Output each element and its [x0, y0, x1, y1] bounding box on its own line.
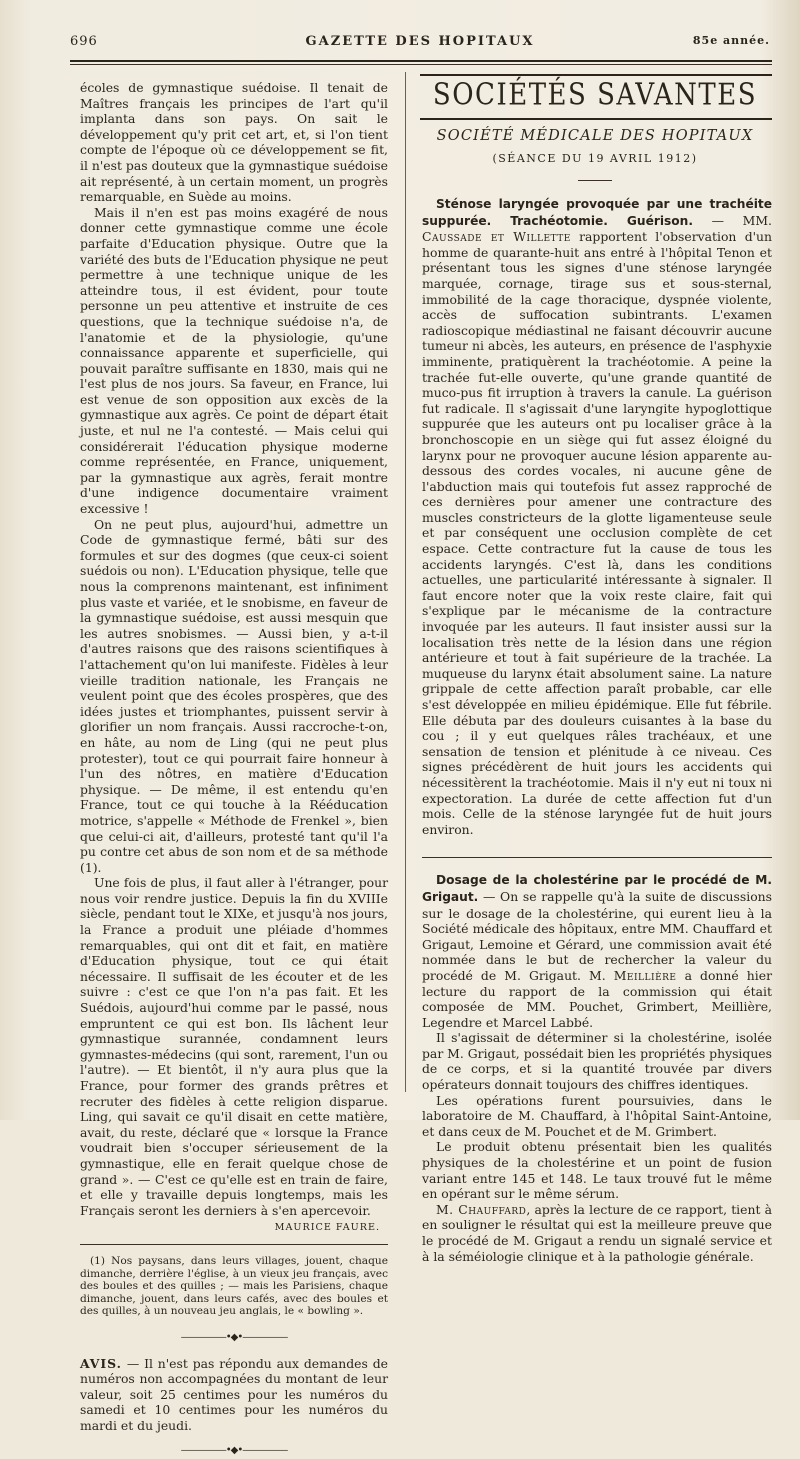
- article2-reporter: Meillière: [613, 967, 677, 983]
- journal-title: GAZETTE DES HOPITAUX: [305, 34, 535, 49]
- article-separator: [422, 857, 772, 858]
- article1-lead: — MM.: [692, 212, 772, 228]
- footnote-text: (1) Nos paysans, dans leurs villages, jouent, chaque dimanche, derrière l'église, à un vieux jeu français, avec des boules et des quilles ; — mais les Parisiens, chaque dimanche, jouent, dans leurs cafés, avec des boules et des quilles, à un nouveau jeu anglais, le « bowling ».: [80, 1254, 388, 1318]
- page-number: 696: [70, 34, 98, 49]
- article2-paragraph-2: Il s'agissait de déterminer si la cholestérine, isolée par M. Grigaut, possédait bien les propriétés physiques de ce corps, et si la quantité trouvée par divers opérateurs donnait toujours des chiffres identiques.: [422, 1030, 772, 1093]
- section-rule-top: [420, 74, 772, 76]
- article2-body-a: — On se rappelle qu'à la suite de discussions sur le dosage de la cholestérine, qui eurent lieu à la Société médicale des hôpitaux, entre MM. Chauffard et Grigaut, Lemoine et Gérard, une commission avait été nommée dans le but de rechercher la valeur du procédé de M. Grigaut. M.: [422, 888, 772, 983]
- notice: [80, 1356, 388, 1434]
- column-divider: [405, 72, 406, 1092]
- article2-paragraph-1: [422, 872, 772, 1030]
- section-title: SOCIÉTÉS SAVANTES: [432, 78, 758, 113]
- footnote-rule: [80, 1244, 388, 1245]
- article2-paragraph-3: Les opérations furent poursuivies, dans le laboratoire de M. Chauffard, à l'hôpital Saint-Antoine, et dans ceux de M. Pouchet et de M. Grimbert.: [422, 1092, 772, 1139]
- separator-ornament-bottom: —————•◆•—————: [180, 1445, 288, 1457]
- article1-paragraph: [422, 196, 772, 837]
- article2-body-c: , après la lecture de ce rapport, tient à en souligner le résultat qui est la meilleure preuve que le procédé de M. Grigaut a rendu un signalé service et à la séméiologie clinique et à la pathologie générale.: [422, 1201, 772, 1264]
- left-paragraph-3: On ne peut plus, aujourd'hui, admettre un Code de gymnastique fermé, bâti sur des formules et sur des dogmes (que ceux-ci soient suédois ou non). L'Education physique, telle que nous la comprenons maintenant, est infiniment plus vaste et variée, et le snobisme, en faveur de la gymnastique suédoise, est aussi mesquin que les autres snobismes. — Aussi bien, y a-t-il d'autres raisons que des raisons scientifiques à l'attachement qu'on lui manifeste. Fidèles à leur vieille tradition nationale, les Français ne veulent point que des écoles prospères, que des idées justes et triomphantes, puissent servir à glorifier un nom français. Aussi raccroche-t-on, en hâte, au nom de Ling (qui ne peut plus protester), tout ce qui pourrait faire honneur à l'un des nôtres, en matière d'Education physique. — De même, il est entendu qu'en France, tout ce qui touche à la Rééducation motrice, s'appelle « Méthode de Frenkel », bien que celui-ci ait, d'ailleurs, protesté tant qu'il l'a pu contre cet abus de son nom et de sa méthode (1).: [80, 516, 388, 875]
- notice-text: — Il n'est pas répondu aux demandes de numéros non accompagnées du montant de leur valeur, soit 25 centimes pour les numéros du samedi et 10 centimes pour les numéros du mardi et du jeudi.: [80, 1355, 388, 1433]
- left-paragraph-4: Une fois de plus, il faut aller à l'étranger, pour nous voir rendre justice. Depuis la fin du XVIIIe siècle, pendant tout le XIXe, et jusqu'à nos jours, la France a produit une pléiade d'hommes remarquables, qui ont dit et fait, en matière d'Education physique, tout ce qui était nécessaire. Il suffisait de les écouter et de les suivre : c'est ce que l'on n'a pas fait. Et les Suédois, aujourd'hui comme par le passé, nous empruntent ce qui est bon. Ils lâchent leur gymnastique surannée, condamnent leurs gymnastes-médecins (qui sont, rarement, l'un ou l'autre). — Et bientôt, il n'y aura plus que la France, pour former des grands prêtres et recruter des fidèles à cette religion disparue. Ling, qui savait ce qu'il disait en cette matière, avait, du reste, déclaré que « lorsque la France voudrait bien s'occuper sérieusement de la gymnastique, elle en ferait quelque chose de grand ». — C'est ce qu'elle est en train de faire, et elle y travaille depuis longtemps, mais les Français seront les derniers à s'en apercevoir.: [80, 875, 388, 1218]
- left-paragraph-1: écoles de gymnastique suédoise. Il tenait de Maîtres français les principes de l'art qu'il implanta dans son pays. On sait le développement qu'y prit cet art, et, si l'on tient compte de l'époque où ce développement se fit, il n'est pas douteux que la gymnastique suédoise ait représenté, à un certain moment, un progrès remarquable, en Suède au moins.: [80, 80, 388, 205]
- short-rule: [578, 180, 612, 181]
- article1-body: rapportent l'observation d'un homme de quarante-huit ans entré à l'hôpital Tenon et présentant tous les signes d'une sténose laryngée marquée, cornage, tirage sus et sous-sternal, immobilité de la cage thoracique, dyspnée violente, accès de suffocation subintrants. L'examen radioscopique médiastinal ne faisant découvrir aucune tumeur ni abcès, les auteurs, en présence de l'asphyxie imminente, pratiquèrent la trachéotomie. A peine la trachée fut-elle ouverte, qu'une grande quantité de muco-pus fit irruption à travers la canule. La guérison fut radicale. Il s'agissait d'une laryngite hypoglottique suppurée que les auteurs ont pu localiser grâce à la bronchoscopie en un siège qui fut assez éloigné du larynx pour ne provoquer aucune lésion apparente au-dessous des cordes vocales, ni aucune gêne de l'abduction mais qui toutefois fut assez rapproché de ces dernières pour amener une contracture des muscles constricteurs de la glotte ligamenteuse seule et par conséquent une occlusion complète de cet espace. Cette contracture fut la cause de tous les accidents laryngés. C'est là, dans les conditions actuelles, une particularité intéressante à signaler. Il faut encore noter que la voix reste claire, fait qui s'explique par le mécanisme de la contracture invoquée par les auteurs. Il faut insister aussi sur la localisation très nette de la lésion dans une région antérieure et tout à fait supérieure de la trachée. La muqueuse du larynx était absolument saine. La nature grippale de cette affection paraît probable, car elle s'est développée en milieu épidémique. Elle fut fébrile. Elle débuta par des douleurs cuisantes à la base du cou ; il y eut quelques râles trachéaux, et une sensation de tension et plénitude à ce niveau. Ces signes précédèrent de huit jours les accidents qui nécessitèrent la trachéotomie. Mais il n'y eut ni toux ni expectoration. La durée de cette affection fut d'un mois. Celle de la sténose laryngée fut de huit jours environ.: [422, 229, 772, 837]
- society-name: SOCIÉTÉ MÉDICALE DES HOPITAUX: [436, 128, 754, 144]
- author-signature: MAURICE FAURE.: [274, 1222, 380, 1234]
- footnote: [80, 1255, 388, 1318]
- session-date: (SÉANCE DU 19 AVRIL 1912): [492, 152, 698, 165]
- notice-label: AVIS.: [80, 1355, 122, 1371]
- journal-year: 85e année.: [692, 34, 770, 47]
- section-rule-bottom: [420, 118, 772, 120]
- article1-title: Sténose laryngée provoquée par une trachéite suppurée. Trachéotomie. Guérison.: [422, 197, 772, 228]
- article2-paragraph-5: [422, 1202, 772, 1264]
- article2-body-b: a donné hier lecture du rapport de la commission qui était composée de MM. Pouchet, Grimbert, Meillière, Legendre et Marcel Labbé.: [422, 967, 772, 1030]
- separator-ornament: —————•◆•—————: [180, 1331, 288, 1343]
- article2-commentator: M. Chauffard: [436, 1201, 527, 1217]
- article1-authors: Caussade et Willette: [422, 229, 571, 245]
- header-rule-thin: [70, 64, 772, 65]
- right-column: [422, 196, 772, 1264]
- article2-paragraph-4: Le produit obtenu présentait bien les qualités physiques de la cholestérine et un point de fusion variant entre 145 et 148. Le taux trouvé fut le même en opérant sur le même sérum.: [422, 1139, 772, 1202]
- left-paragraph-2: Mais il n'en est pas moins exagéré de nous donner cette gymnastique comme une école parfaite d'Education physique. Outre que la variété des buts de l'Education physique ne peut permettre à une technique unique de les atteindre tous, il est évident, pour toute personne un peu attentive et instruite de ces questions, que la technique suédoise n'a, de l'anatomie et de la physiologie, qu'une connaissance apparente et superficielle, qui pouvait paraître suffisante en 1830, mais qui ne l'est plus de nos jours. Sa faveur, en France, lui est venue de son opposition aux excès de la gymnastique aux agrès. Ce point de départ était juste, et nul ne l'a contesté. — Mais celui qui considérerait l'éducation physique moderne comme représentée, en France, uniquement, par la gymnastique aux agrès, ferait montre d'une indigence documentaire vraiment excessive !: [80, 204, 388, 517]
- article2-title: Dosage de la cholestérine par le procédé de M. Grigaut.: [422, 873, 772, 904]
- header-rule: [70, 60, 772, 62]
- page-header: [70, 32, 770, 52]
- left-column: [80, 80, 388, 1459]
